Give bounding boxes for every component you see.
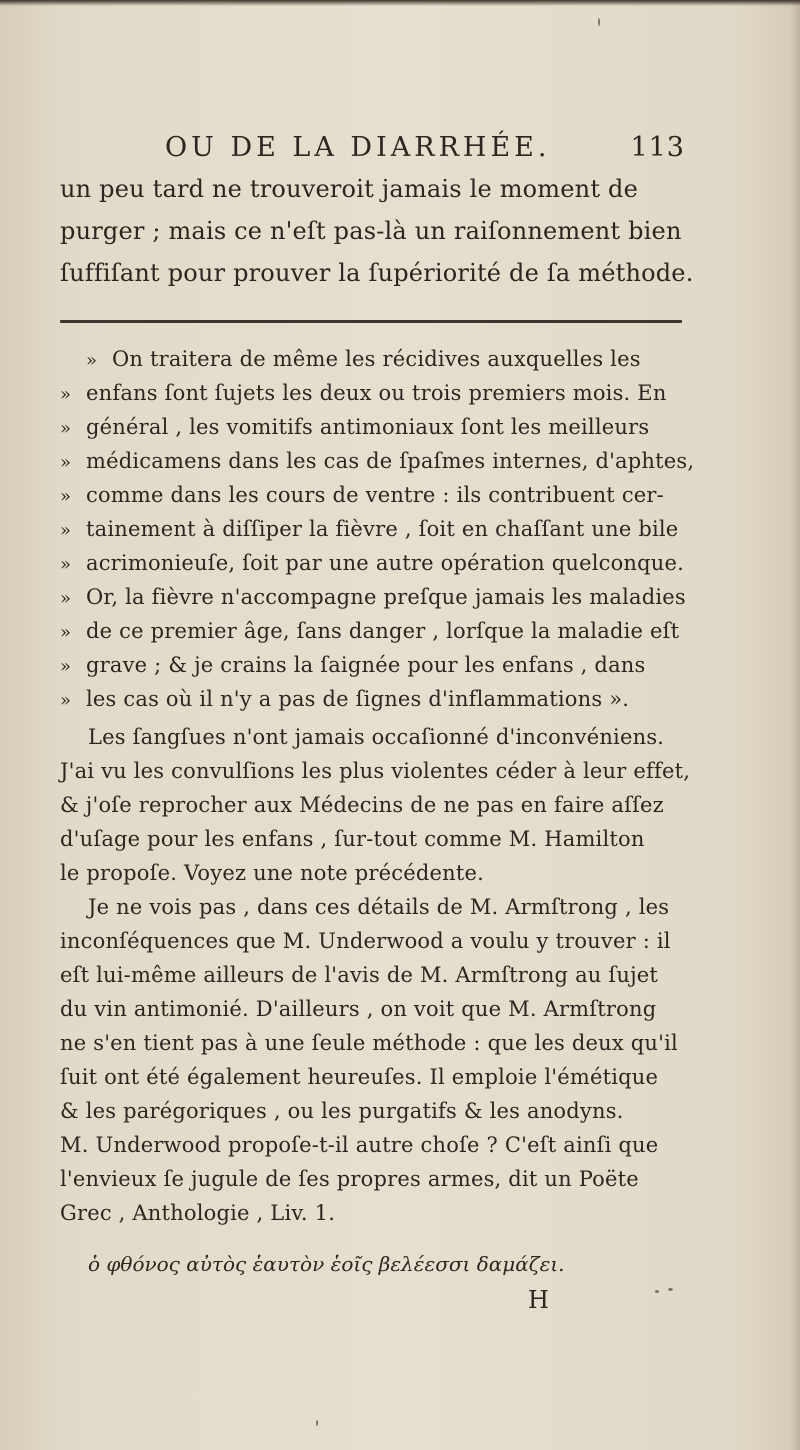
text-line: & les parégoriques , ou les purgatifs & les anodyns. (60, 1099, 624, 1123)
text-line: Je ne vois pas , dans ces détails de M. Armſtrong , les (88, 895, 670, 919)
quote-mark: » (86, 350, 98, 371)
quote-mark: » (60, 486, 72, 507)
quote-text: les cas où il n'y a pas de ſignes d'inflammations ». (86, 687, 630, 711)
running-title: OU DE LA DIARRHÉE. (165, 132, 551, 163)
text-line: inconſéquences que M. Underwood a voulu y trouver : il (60, 929, 671, 953)
quote-line (60, 546, 700, 580)
quote-text: grave ; & je crains la ſaignée pour les enfans , dans (86, 653, 646, 677)
quote-mark: » (60, 520, 72, 541)
page-number: 113 (630, 132, 685, 163)
text-line: & j'oſe reprocher aux Médecins de ne pas en faire aſſez (60, 793, 664, 817)
quote-text: comme dans les cours de ventre : ils contribuent cer- (86, 483, 664, 507)
quote-text: acrimonieuſe, ſoit par une autre opération quelconque. (86, 551, 685, 575)
quote-text: enfans ſont ſujets les deux ou trois premiers mois. En (86, 381, 667, 405)
paper-speck (668, 1288, 673, 1291)
text-line: du vin antimonié. D'ailleurs , on voit que M. Armſtrong (60, 997, 657, 1021)
text-line: ne s'en tient pas à une ſeule méthode : que les deux qu'il (60, 1031, 678, 1055)
quote-line (60, 478, 700, 512)
greek-quotation: ὁ φθόνος αὐτὸς ἑαυτὸν ἑοῖς βελέεσσι δαμάζει. (88, 1252, 565, 1276)
commentary (60, 720, 700, 1230)
quote-line (60, 512, 700, 546)
quote-text: On traitera de même les récidives auxquelles les (112, 347, 641, 371)
quote-text: de ce premier âge, ſans danger , lorſque la maladie eſt (86, 619, 680, 643)
quote-line (60, 342, 700, 376)
quote-text: Or, la fièvre n'accompagne preſque jamais les maladies (86, 585, 686, 609)
text-line: Les ſangſues n'ont jamais occaſionné d'inconvéniens. (88, 725, 665, 749)
quote-mark: » (60, 622, 72, 643)
quote-line (60, 682, 700, 716)
paragraph (60, 890, 700, 1230)
paper-speck (655, 1290, 659, 1293)
paper-speck (598, 18, 600, 26)
text-line: purger ; mais ce n'eſt pas-là un raiſonnement bien (60, 217, 682, 245)
quote-line (60, 648, 700, 682)
quoted-passage (60, 342, 700, 716)
text-line: M. Underwood propoſe-t-il autre choſe ? C'eſt ainſi que (60, 1133, 659, 1157)
quote-line (60, 376, 700, 410)
quote-mark: » (60, 418, 72, 439)
continued-paragraph (60, 168, 700, 294)
quote-mark: » (60, 656, 72, 677)
text-line: le propoſe. Voyez une note précédente. (60, 861, 484, 885)
paragraph (60, 720, 700, 890)
quote-line (60, 614, 700, 648)
text-line: ſuit ont été également heureuſes. Il emploie l'émétique (60, 1065, 659, 1089)
quote-text: général , les vomitifs antimoniaux ſont les meilleurs (86, 415, 650, 439)
quote-text: tainement à diſſiper la fièvre , ſoit en chaſſant une bile (86, 517, 679, 541)
text-line: Grec , Anthologie , Liv. 1. (60, 1201, 336, 1225)
text-line: d'uſage pour les enfans , ſur-tout comme M. Hamilton (60, 827, 645, 851)
page-right-edge (790, 0, 800, 1450)
quote-mark: » (60, 384, 72, 405)
quote-line (60, 444, 700, 478)
quote-mark: » (60, 690, 72, 711)
quote-line (60, 410, 700, 444)
quote-mark: » (60, 588, 72, 609)
text-line: ſuffiſant pour prouver la ſupériorité de ſa méthode. (60, 259, 694, 287)
quote-mark: » (60, 452, 72, 473)
quote-mark: » (60, 554, 72, 575)
signature-mark: H (528, 1286, 549, 1314)
text-line: J'ai vu les convulſions les plus violentes céder à leur effet, (60, 759, 691, 783)
running-header (165, 128, 685, 168)
quote-text: médicamens dans les cas de ſpaſmes internes, d'aphtes, (86, 449, 695, 473)
paper-speck (316, 1420, 318, 1426)
quote-line (60, 580, 700, 614)
text-line: l'envieux ſe jugule de ſes propres armes, dit un Poëte (60, 1167, 639, 1191)
text-line: eſt lui-même ailleurs de l'avis de M. Armſtrong au ſujet (60, 963, 659, 987)
horizontal-rule (60, 320, 682, 323)
text-line: un peu tard ne trouveroit jamais le moment de (60, 175, 638, 203)
page-top-shadow (0, 0, 800, 6)
